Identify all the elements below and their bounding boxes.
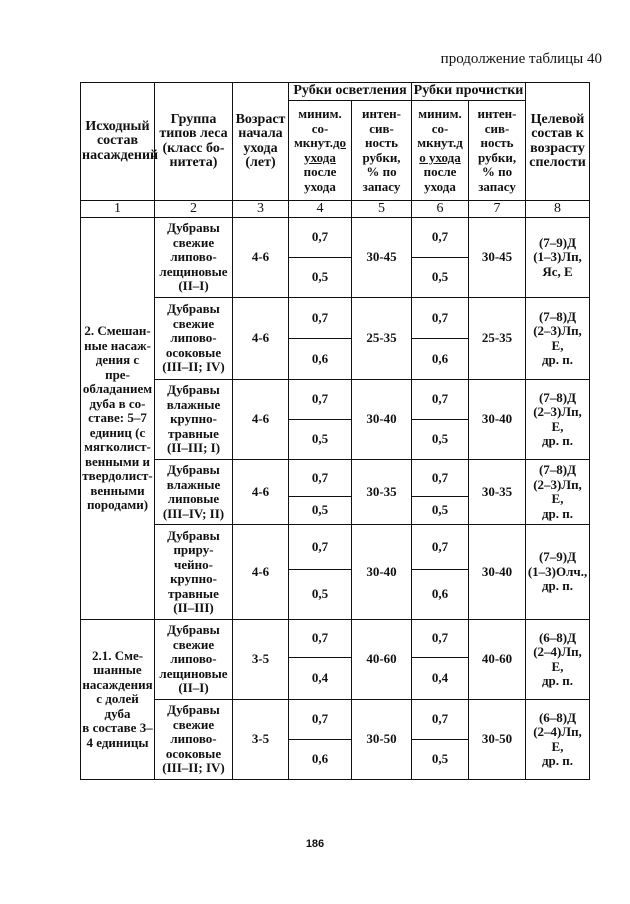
closure-after-cell: 0,5 [412,497,469,525]
closure-after-cell: 0,4 [412,658,469,700]
forest-type-cell: Дубравы свежие липовo- лещиновые (II–I) [155,218,233,298]
table-row [81,218,590,258]
header-forest-type-group: Группа типов леса (класс бо- нитета) [155,83,233,201]
group-label: 2. Смешан- ные насаж- дения с пре- обладанием дуба в со- ставе: 5–7 единиц (с мягколист- венными и твердолист- венными породами) [81,218,155,620]
col-number: 2 [155,201,233,218]
intensity-cell: 30-40 [469,525,526,620]
start-age-cell: 4-6 [233,460,289,525]
closure-after-cell: 0,6 [289,740,352,780]
intensity-cell: 40-60 [352,620,412,700]
intensity-cell: 30-50 [352,700,412,780]
closure-before-cell: 0,7 [289,700,352,740]
header-initial-composition: Исходный состав насаждений [81,83,155,201]
intensity-cell: 25-35 [469,298,526,380]
page-number: 186 [305,838,325,850]
table-row [81,620,590,658]
header-min-closure-a: миним. со- мкнут.до ухода после ухода [289,101,352,201]
forest-type-cell: Дубравы свежие липово- осоковые (III–II; IV) [155,298,233,380]
target-composition-cell: (7–8)Д (2–3)Лп, Е, др. п. [526,380,590,460]
closure-after-cell: 0,4 [289,658,352,700]
forest-type-cell: Дубравы свежие липово- лещиновые (II–I) [155,620,233,700]
closure-before-cell: 0,7 [289,525,352,570]
intensity-cell: 40-60 [469,620,526,700]
table-row [81,298,590,339]
closure-before-cell: 0,7 [289,380,352,420]
header-intensity-a: интен- сив- ность рубки, % по запасу [352,101,412,201]
intensity-cell: 30-45 [469,218,526,298]
header-min-closure-b: миним. со- мкнут.д о ухода после ухода [412,101,469,201]
intensity-cell: 25-35 [352,298,412,380]
table-row [81,525,590,570]
target-composition-cell: (7–8)Д (2–3)Лп, Е, др. п. [526,460,590,525]
group-label: 2.1. Сме- шанные насаждения с долей дуба в составе 3– 4 единицы [81,620,155,780]
col-number: 5 [352,201,412,218]
closure-after-cell: 0,6 [412,570,469,620]
col-number: 1 [81,201,155,218]
table-row [81,460,590,497]
closure-before-cell: 0,7 [412,620,469,658]
header-thinning-cuts: Рубки осветления [289,83,412,101]
target-composition-cell: (6–8)Д (2–4)Лп, Е, др. п. [526,700,590,780]
target-composition-cell: (7–9)Д (1–3)Лп, Яс, Е [526,218,590,298]
closure-before-cell: 0,7 [289,620,352,658]
start-age-cell: 3-5 [233,700,289,780]
forest-type-cell: Дубравы влажные крупно- травные (II–III; I) [155,380,233,460]
closure-after-cell: 0,5 [412,740,469,780]
closure-after-cell: 0,5 [289,258,352,298]
start-age-cell: 4-6 [233,298,289,380]
closure-after-cell: 0,5 [289,570,352,620]
col-number: 7 [469,201,526,218]
closure-after-cell: 0,5 [289,497,352,525]
closure-before-cell: 0,7 [412,380,469,420]
header-start-age: Возраст начала ухода (лет) [233,83,289,201]
table-row [81,700,590,740]
closure-before-cell: 0,7 [289,218,352,258]
target-composition-cell: (7–9)Д (1–3)Олч., др. п. [526,525,590,620]
closure-before-cell: 0,7 [412,525,469,570]
col-number: 4 [289,201,352,218]
closure-before-cell: 0,7 [412,218,469,258]
intensity-cell: 30-35 [469,460,526,525]
intensity-cell: 30-40 [352,525,412,620]
forest-type-cell: Дубравы свежие липово- осоковые (III–II; IV) [155,700,233,780]
table-row [81,380,590,420]
closure-after-cell: 0,5 [412,420,469,460]
intensity-cell: 30-40 [469,380,526,460]
col-number: 8 [526,201,590,218]
closure-before-cell: 0,7 [289,298,352,339]
intensity-cell: 30-40 [352,380,412,460]
target-composition-cell: (7–8)Д (2–3)Лп, Е, др. п. [526,298,590,380]
forest-care-table [80,82,590,780]
closure-before-cell: 0,7 [289,460,352,497]
closure-after-cell: 0,6 [412,339,469,380]
closure-before-cell: 0,7 [412,460,469,497]
intensity-cell: 30-50 [469,700,526,780]
col-number: 3 [233,201,289,218]
start-age-cell: 3-5 [233,620,289,700]
forest-type-cell: Дубравы влажные липовые (III–IV; II) [155,460,233,525]
closure-after-cell: 0,5 [289,420,352,460]
closure-after-cell: 0,5 [412,258,469,298]
closure-before-cell: 0,7 [412,298,469,339]
intensity-cell: 30-35 [352,460,412,525]
intensity-cell: 30-45 [352,218,412,298]
header-cleaning-cuts: Рубки прочистки [412,83,526,101]
header-intensity-b: интен- сив- ность рубки, % по запасу [469,101,526,201]
closure-after-cell: 0,6 [289,339,352,380]
target-composition-cell: (6–8)Д (2–4)Лп, Е, др. п. [526,620,590,700]
header-target-composition: Целевой состав к возрасту спелости [526,83,590,201]
start-age-cell: 4-6 [233,525,289,620]
continuation-caption: продолжение таблицы 40 [440,51,602,67]
col-number: 6 [412,201,469,218]
start-age-cell: 4-6 [233,218,289,298]
closure-before-cell: 0,7 [412,700,469,740]
start-age-cell: 4-6 [233,380,289,460]
forest-type-cell: Дубравы приру- чейно- крупно- травные (II–III) [155,525,233,620]
